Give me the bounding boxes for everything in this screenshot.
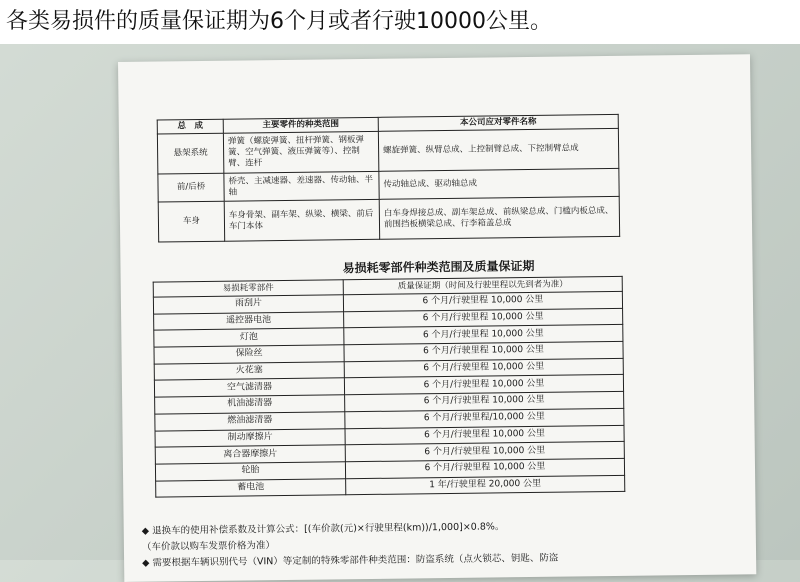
main-parts: 桥壳、主减速器、差速器、传动轴、半轴 xyxy=(224,171,379,201)
wear-part-name: 轮胎 xyxy=(155,462,345,481)
warranty-period: 6 个月/行驶里程 10,000 公里 xyxy=(345,425,624,445)
wear-part-name: 火花塞 xyxy=(154,362,344,381)
header-assembly: 总 成 xyxy=(157,119,223,134)
warranty-period: 6 个月/行驶里程 10,000 公里 xyxy=(345,458,624,478)
main-parts: 车身骨架、副车架、纵梁、横梁、前后车门本体 xyxy=(224,199,379,241)
wear-part-name: 保险丝 xyxy=(154,345,344,364)
header-warranty-period: 质量保证期（时间及行驶里程以先到者为准） xyxy=(343,276,622,294)
note-line: ◆ 需要根据车辆识别代号（VIN）等定制的特殊零部件种类范围：防盗系统（点火锁芯、钥匙、防盗 xyxy=(142,552,559,569)
wear-part-name: 离合器摩擦片 xyxy=(155,445,345,464)
table-row xyxy=(157,128,618,174)
warranty-period: 6 个月/行驶里程 10,000 公里 xyxy=(344,375,623,395)
table-row xyxy=(158,196,619,242)
assembly-category: 前/后桥 xyxy=(158,173,224,202)
warranty-period: 6 个月/行驶里程 10,000 公里 xyxy=(344,308,623,328)
wear-part-name: 遥控器电池 xyxy=(154,311,344,330)
warranty-period: 6 个月/行驶里程 10,000 公里 xyxy=(344,341,623,361)
warranty-period: 6 个月/行驶里程 10,000 公里 xyxy=(345,442,624,462)
note-line: （车价款以购车发票价格为准） xyxy=(141,540,276,553)
notes-section xyxy=(142,516,743,571)
assembly-category: 悬架系统 xyxy=(157,133,223,174)
company-parts: 螺旋弹簧、纵臂总成、上控制臂总成、下控制臂总成 xyxy=(378,128,618,171)
warranty-period: 6 个月/行驶里程 10,000 公里 xyxy=(343,291,622,311)
main-parts: 弹簧（螺旋弹簧、扭杆弹簧、钢板弹簧、空气弹簧、液压弹簧等）、控制臂、连杆 xyxy=(223,131,378,173)
header-company-parts: 本公司应对零件名称 xyxy=(378,114,618,131)
photo-caption: 各类易损件的质量保证期为6个月或者行驶10000公里。 xyxy=(6,9,552,34)
warranty-period: 6 个月/行驶里程 10,000 公里 xyxy=(344,325,623,345)
caption-bar xyxy=(0,0,800,44)
warranty-period: 6 个月/行驶里程 10,000 公里 xyxy=(345,391,624,411)
warranty-document xyxy=(118,54,756,582)
note-line: ◆ 退换车的使用补偿系数及计算公式：[(车价款(元)×行驶里程(km))/1,000]×0.8%。 xyxy=(141,521,505,537)
company-parts: 传动轴总成、驱动轴总成 xyxy=(379,168,619,199)
warranty-period: 1 年/行驶里程 20,000 公里 xyxy=(346,475,625,495)
header-wear-part: 易损耗零部件 xyxy=(153,280,343,297)
wear-parts-section-title: 易损耗零部件种类范围及质量保证期 xyxy=(342,258,535,276)
wear-part-name: 灯泡 xyxy=(154,328,344,347)
wear-part-name: 燃油滤清器 xyxy=(155,412,345,431)
wear-part-name: 空气滤清器 xyxy=(154,378,344,397)
company-parts: 白车身焊接总成、副车架总成、前纵梁总成、门槛内板总成、前围挡板横梁总成、行李箱盖总成 xyxy=(379,196,619,239)
header-main-parts: 主要零件的种类范围 xyxy=(223,117,378,133)
warranty-period: 6 个月/行驶里程 10,000 公里 xyxy=(344,358,623,378)
wear-part-name: 制动摩擦片 xyxy=(155,428,345,447)
wear-parts-table xyxy=(153,276,626,498)
wear-part-name: 雨刮片 xyxy=(153,295,343,314)
assembly-category: 车身 xyxy=(158,201,224,242)
assembly-parts-table xyxy=(157,114,620,243)
wear-part-name: 机油滤清器 xyxy=(155,395,345,414)
wear-part-name: 蓄电池 xyxy=(156,478,346,497)
warranty-period: 6 个月/行驶里程/10,000 公里 xyxy=(345,408,624,428)
